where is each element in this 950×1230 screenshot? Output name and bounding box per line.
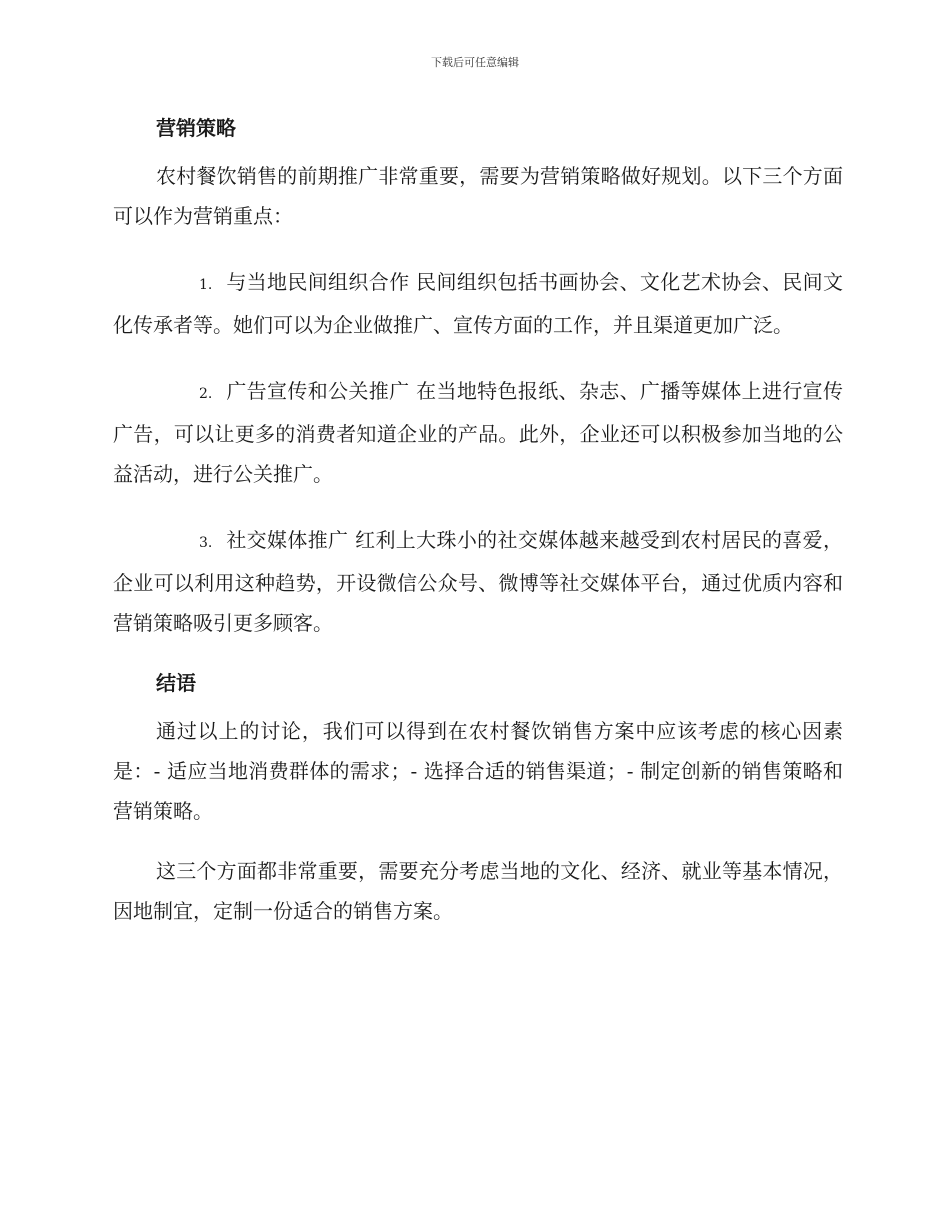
page-header-note: 下载后可任意编辑 <box>431 56 519 69</box>
list-item-number: 2. <box>199 386 213 402</box>
list-item-text: 社交媒体推广 红利上大珠小的社交媒体越来越受到农村居民的喜爱，企业可以利用这种趋势，开设微信公众号、微博等社交媒体平台，通过优质内容和营销策略吸引更多顾客。 <box>113 528 843 635</box>
marketing-list-item <box>113 371 843 494</box>
document-body <box>113 110 843 931</box>
section-heading-marketing: 营销策略 <box>156 116 236 140</box>
list-item-text: 广告宣传和公关推广 在当地特色报纸、杂志、广播等媒体上进行宣传广告，可以让更多的消费者知道企业的产品。此外，企业还可以积极参加当地的公益活动，进行公关推广。 <box>113 379 843 486</box>
list-item-number: 3. <box>199 535 213 551</box>
list-item-number: 1. <box>199 277 213 293</box>
conclusion-paragraph: 这三个方面都非常重要，需要充分考虑当地的文化、经济、就业等基本情况，因地制宜，定制一份适合的销售方案。 <box>113 859 843 923</box>
conclusion-paragraph: 通过以上的讨论，我们可以得到在农村餐饮销售方案中应该考虑的核心因素是：- 适应当地消费群体的需求；- 选择合适的销售渠道；- 制定创新的销售策略和营销策略。 <box>113 719 843 823</box>
marketing-intro-paragraph: 农村餐饮销售的前期推广非常重要，需要为营销策略做好规划。以下三个方面可以作为营销重点： <box>113 164 843 228</box>
section-heading-conclusion: 结语 <box>156 671 196 695</box>
marketing-list-item <box>113 520 843 643</box>
list-item-text: 与当地民间组织合作 民间组织包括书画协会、文化艺术协会、民间文化传承者等。她们可以为企业做推广、宣传方面的工作，并且渠道更加广泛。 <box>113 270 843 337</box>
marketing-list-item <box>113 262 843 345</box>
